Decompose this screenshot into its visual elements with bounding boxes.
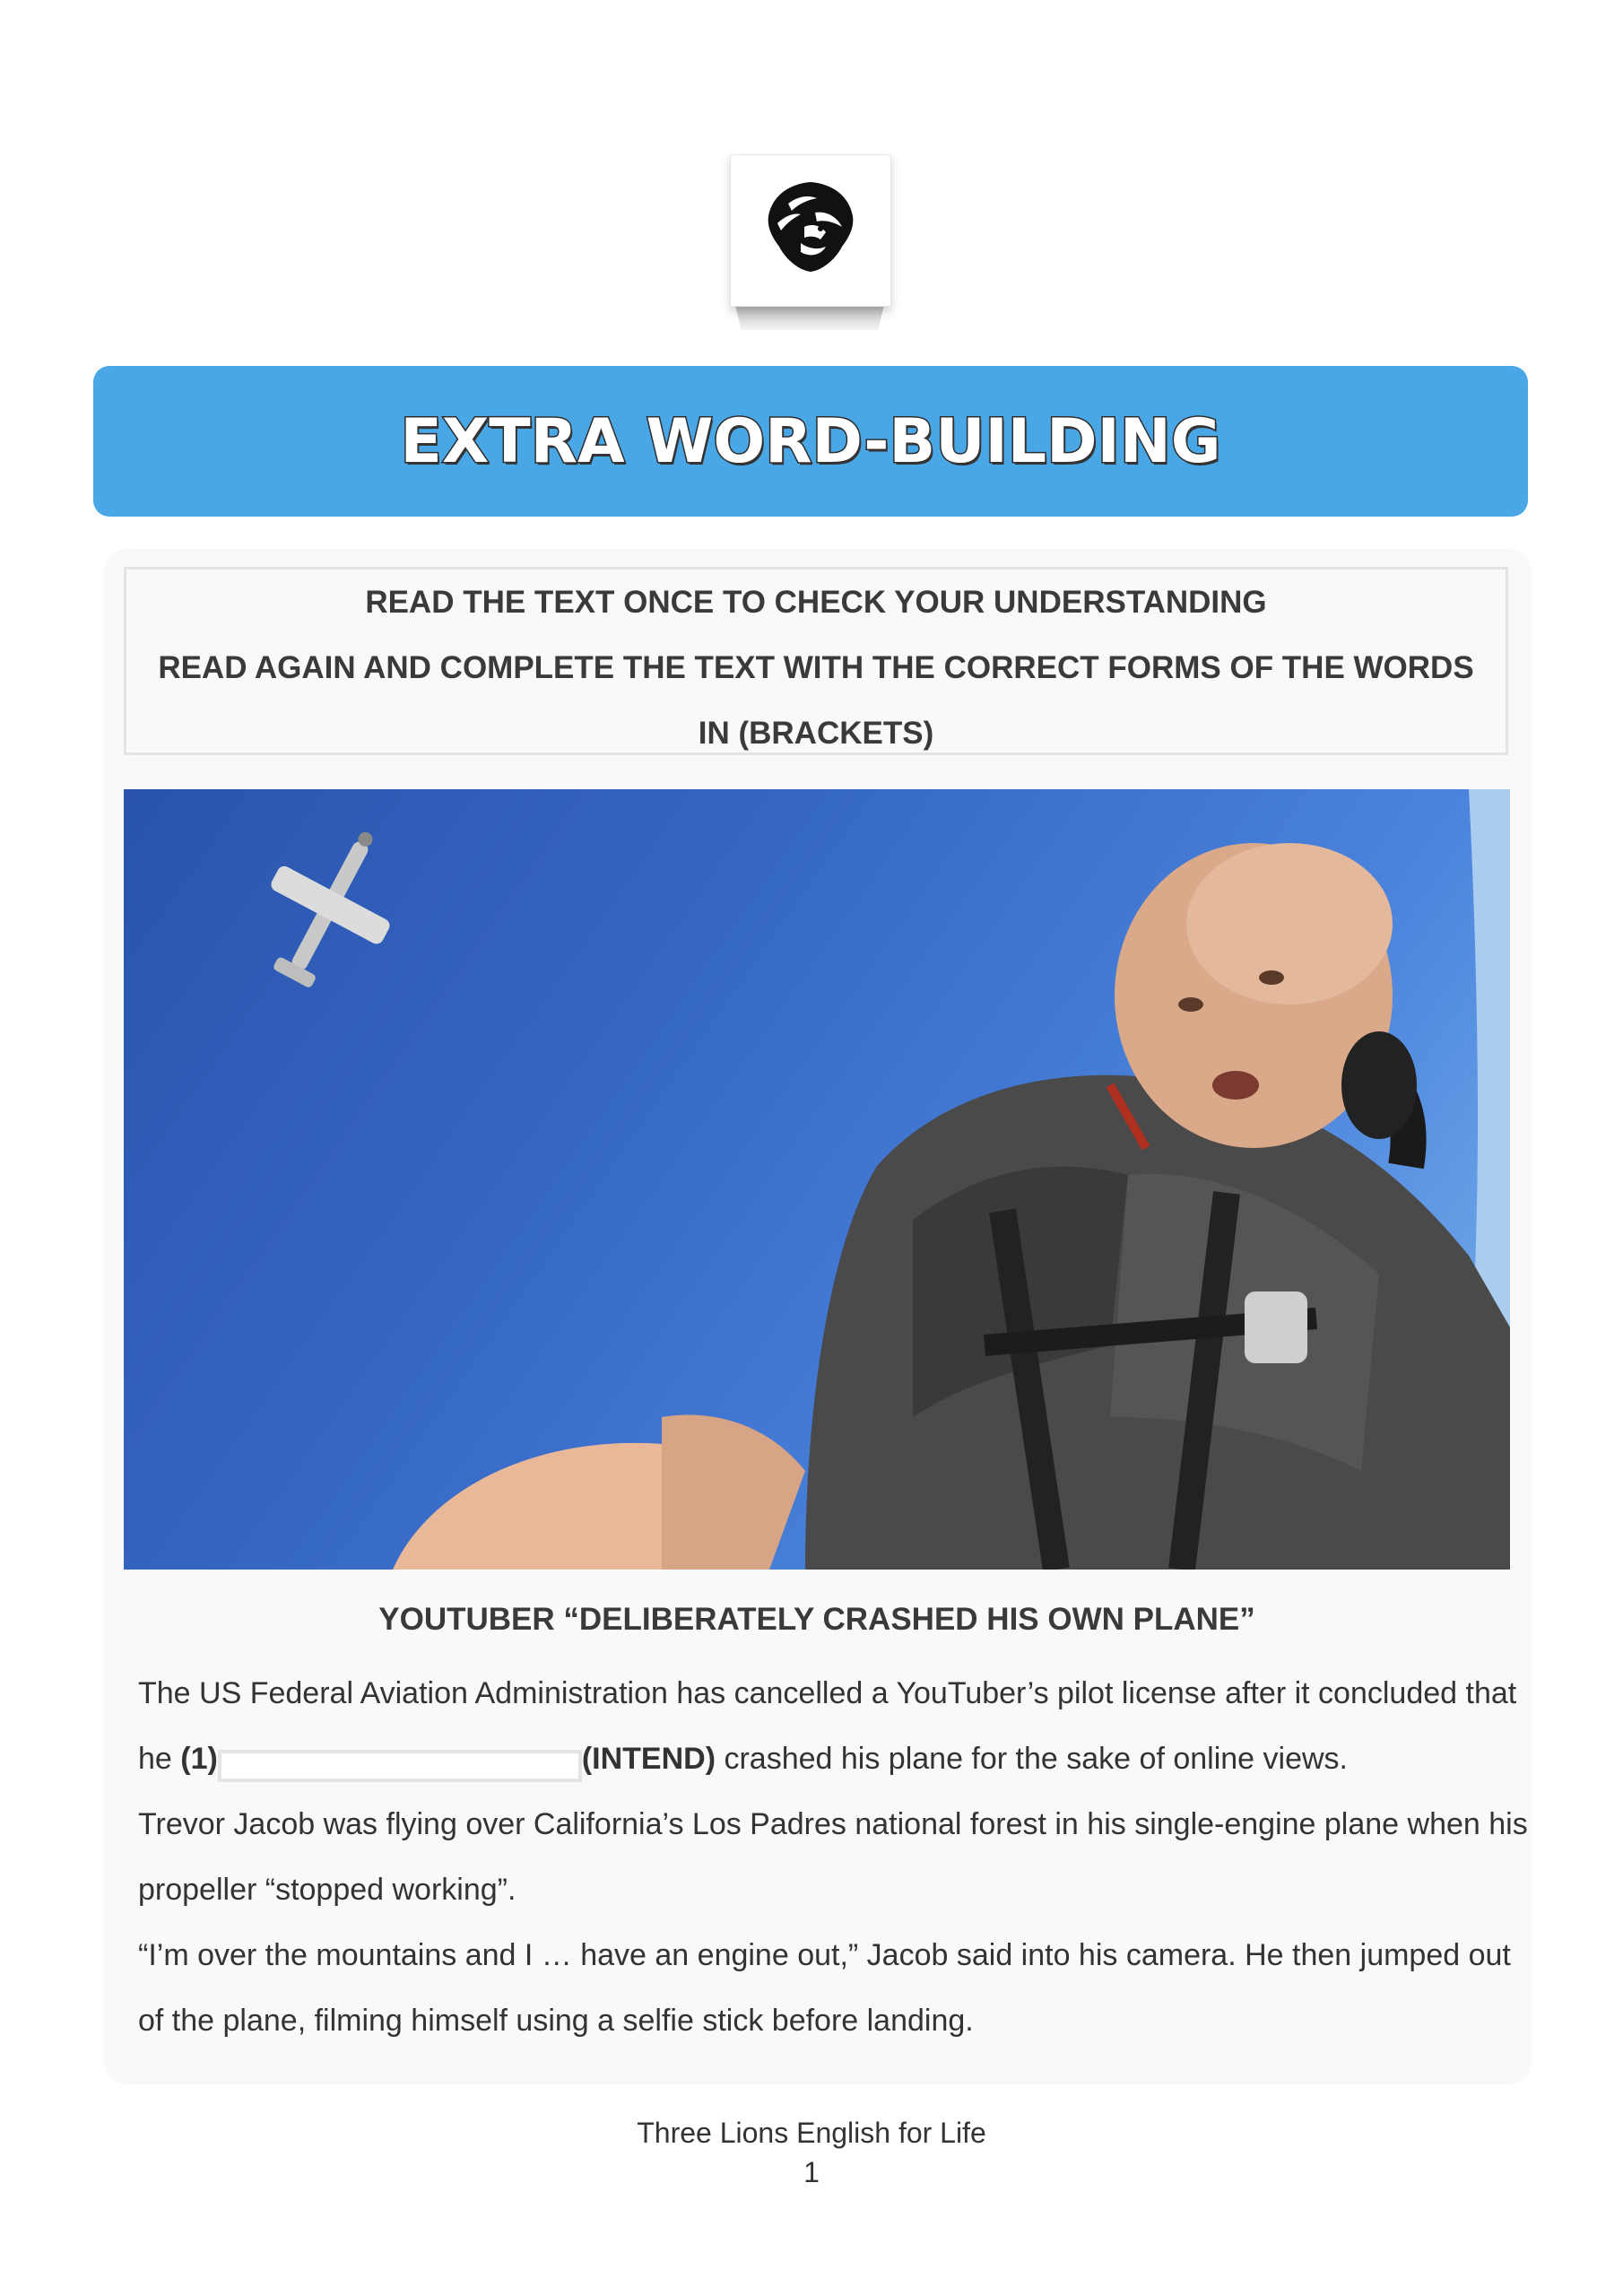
logo-ribbon <box>735 305 884 330</box>
gap-number: (1) <box>180 1742 218 1776</box>
article-line: Trevor Jacob was flying over California’s Los Padres national forest in his single-engine plane when his <box>138 1807 1528 1841</box>
article-line: of the plane, filming himself using a selfie stick before landing. <box>138 2004 974 2038</box>
article-line: “I’m over the mountains and I … have an engine out,” Jacob said into his camera. He then jumped out <box>138 1938 1511 1972</box>
gap-1-input[interactable] <box>218 1750 582 1782</box>
plane-icon <box>236 804 424 1008</box>
article-text-span: he <box>138 1742 181 1776</box>
article-title: YOUTUBER “DELIBERATELY CRASHED HIS OWN PLANE” <box>378 1602 1255 1637</box>
lion-head-icon <box>761 177 860 275</box>
page-footer <box>0 2113 1623 2192</box>
gap-base-word: (INTEND) <box>581 1742 716 1776</box>
logo-card <box>730 154 891 307</box>
article-text-span: crashed his plane for the sake of online views. <box>716 1742 1348 1776</box>
instruction-line-2: READ AGAIN AND COMPLETE THE TEXT WITH THE CORRECT FORMS OF THE WORDS <box>158 650 1474 685</box>
footer-brand: Three Lions English for Life <box>637 2117 986 2149</box>
article-text <box>138 1661 1528 2054</box>
instruction-line-1: READ THE TEXT ONCE TO CHECK YOUR UNDERSTANDING <box>365 585 1267 620</box>
skydiver-photo-illustration <box>124 789 1510 1570</box>
logo-badge <box>730 154 891 325</box>
page-number: 1 <box>803 2156 820 2188</box>
title-banner <box>93 366 1528 517</box>
article-photo <box>124 789 1510 1570</box>
article-line: propeller “stopped working”. <box>138 1873 516 1907</box>
instruction-line-3: IN (BRACKETS) <box>698 716 934 751</box>
page-title: EXTRA WORD-BUILDING <box>400 405 1221 477</box>
article-line: The US Federal Aviation Administration has cancelled a YouTuber’s pilot license after it concluded that <box>138 1676 1517 1710</box>
instructions-box <box>124 567 1508 755</box>
article-line-with-gap <box>138 1726 1501 1792</box>
